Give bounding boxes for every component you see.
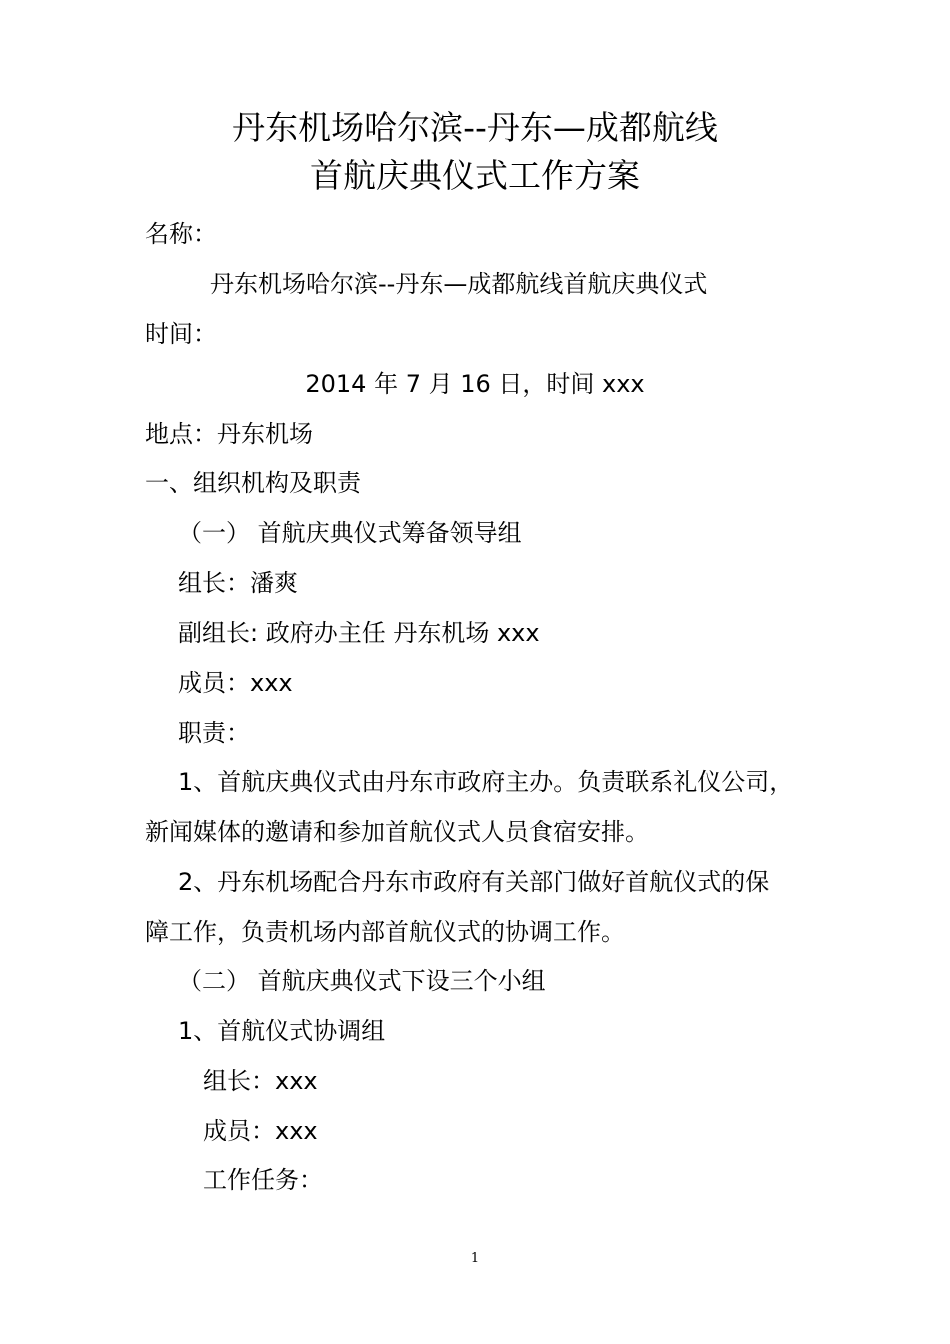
leader-line: 组长：潘爽	[178, 569, 298, 597]
group1-leader-line: 组长：xxx	[203, 1067, 318, 1095]
group1-members-line: 成员：xxx	[203, 1117, 318, 1145]
name-value: 丹东机场哈尔滨--丹东—成都航线首航庆典仪式	[210, 270, 708, 298]
duties-label: 职责：	[178, 719, 250, 747]
name-label: 名称：	[145, 220, 217, 248]
document-title-line1: 丹东机场哈尔滨--丹东—成都航线	[232, 108, 718, 147]
duty1-line2: 新闻媒体的邀请和参加首航仪式人员食宿安排。	[145, 818, 649, 846]
group1-tasks-label: 工作任务：	[203, 1166, 323, 1194]
section1-heading: 一、组织机构及职责	[145, 469, 361, 497]
duty2-line2: 障工作，负责机场内部首航仪式的协调工作。	[145, 918, 625, 946]
location-line: 地点：丹东机场	[145, 420, 313, 448]
subsection1-heading: （一） 首航庆典仪式筹备领导组	[178, 519, 522, 547]
time-value: 2014 年 7 月 16 日，时间 xxx	[305, 370, 645, 398]
duty1-line1: 1、首航庆典仪式由丹东市政府主办。负责联系礼仪公司，	[178, 768, 794, 796]
time-label: 时间：	[145, 320, 217, 348]
subsection2-heading: （二） 首航庆典仪式下设三个小组	[178, 967, 546, 995]
duty2-line1: 2、丹东机场配合丹东市政府有关部门做好首航仪式的保	[178, 868, 770, 896]
group1-heading: 1、首航仪式协调组	[178, 1017, 386, 1045]
deputy-leader-line: 副组长: 政府办主任 丹东机场 xxx	[178, 619, 540, 647]
page-number: 1	[470, 1251, 480, 1266]
members-line: 成员：xxx	[178, 669, 293, 697]
document-title-line2: 首航庆典仪式工作方案	[310, 156, 640, 195]
